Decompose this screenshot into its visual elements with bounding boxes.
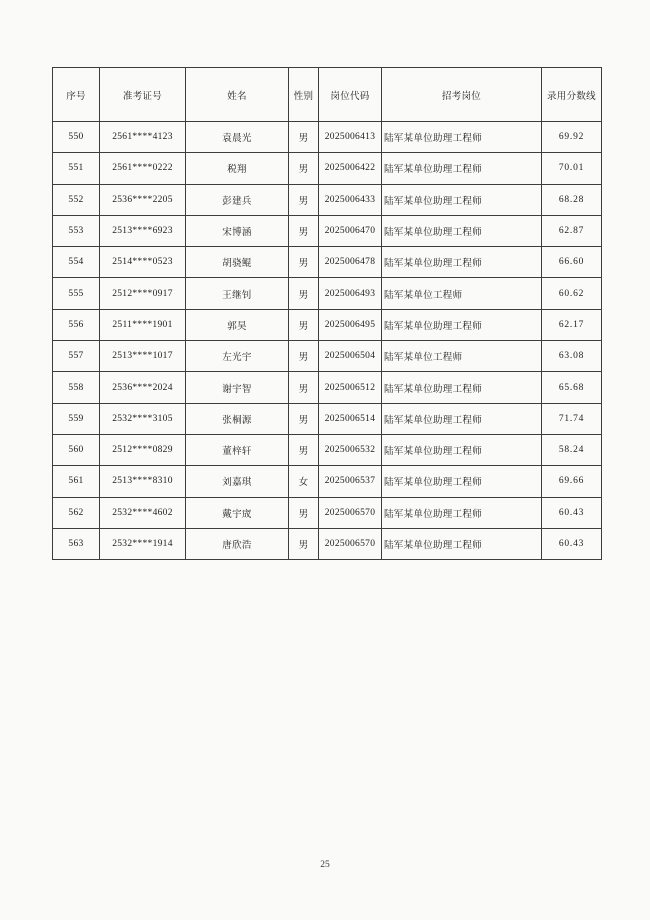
cell-position-code: 2025006512 (319, 372, 382, 403)
cell-gender: 男 (289, 122, 319, 153)
cell-gender: 男 (289, 153, 319, 184)
cell-exam-id: 2561****0222 (100, 153, 186, 184)
cell-name: 左光宇 (186, 341, 289, 372)
table-row (53, 341, 602, 372)
cell-position-code: 2025006478 (319, 247, 382, 278)
cell-name: 戴宇宬 (186, 497, 289, 528)
cell-position-code: 2025006493 (319, 278, 382, 309)
column-header-name: 姓名 (186, 68, 289, 122)
column-header-position-code: 岗位代码 (319, 68, 382, 122)
table-row (53, 309, 602, 340)
cell-gender: 男 (289, 215, 319, 246)
cell-score: 65.68 (542, 372, 602, 403)
cell-seq: 555 (53, 278, 100, 309)
cell-gender: 男 (289, 528, 319, 559)
cell-score: 70.01 (542, 153, 602, 184)
cell-position: 陆军某单位助理工程师 (382, 434, 542, 465)
cell-exam-id: 2536****2024 (100, 372, 186, 403)
cell-score: 62.17 (542, 309, 602, 340)
cell-score: 68.28 (542, 184, 602, 215)
cell-position: 陆军某单位工程师 (382, 341, 542, 372)
cell-gender: 男 (289, 341, 319, 372)
cell-exam-id: 2532****1914 (100, 528, 186, 559)
cell-name: 唐欣浩 (186, 528, 289, 559)
cell-score: 69.92 (542, 122, 602, 153)
cell-position: 陆军某单位助理工程师 (382, 372, 542, 403)
table-row (53, 466, 602, 497)
cell-position: 陆军某单位工程师 (382, 278, 542, 309)
cell-gender: 男 (289, 309, 319, 340)
table-row (53, 528, 602, 559)
cell-position-code: 2025006504 (319, 341, 382, 372)
cell-position-code: 2025006413 (319, 122, 382, 153)
cell-exam-id: 2536****2205 (100, 184, 186, 215)
cell-score: 71.74 (542, 403, 602, 434)
column-header-gender: 性别 (289, 68, 319, 122)
cell-position-code: 2025006570 (319, 528, 382, 559)
cell-name: 税翔 (186, 153, 289, 184)
cell-gender: 男 (289, 184, 319, 215)
cell-seq: 563 (53, 528, 100, 559)
cell-name: 张桐源 (186, 403, 289, 434)
cell-seq: 557 (53, 341, 100, 372)
cell-exam-id: 2561****4123 (100, 122, 186, 153)
cell-position-code: 2025006532 (319, 434, 382, 465)
cell-position: 陆军某单位助理工程师 (382, 247, 542, 278)
cell-position-code: 2025006470 (319, 215, 382, 246)
page-number: 25 (320, 860, 330, 870)
cell-score: 60.43 (542, 497, 602, 528)
cell-score: 63.08 (542, 341, 602, 372)
table-row (53, 153, 602, 184)
cell-name: 彭建兵 (186, 184, 289, 215)
cell-exam-id: 2514****0523 (100, 247, 186, 278)
cell-gender: 男 (289, 372, 319, 403)
cell-position: 陆军某单位助理工程师 (382, 122, 542, 153)
cell-exam-id: 2512****0917 (100, 278, 186, 309)
cell-seq: 554 (53, 247, 100, 278)
cell-seq: 561 (53, 466, 100, 497)
cell-position: 陆军某单位助理工程师 (382, 528, 542, 559)
cell-score: 66.60 (542, 247, 602, 278)
cell-name: 胡骁鲲 (186, 247, 289, 278)
cell-exam-id: 2532****3105 (100, 403, 186, 434)
table-row (53, 278, 602, 309)
table-row (53, 184, 602, 215)
cell-score: 60.43 (542, 528, 602, 559)
cell-position-code: 2025006570 (319, 497, 382, 528)
cell-position: 陆军某单位助理工程师 (382, 184, 542, 215)
table-row (53, 247, 602, 278)
table-body (53, 122, 602, 560)
cell-position-code: 2025006537 (319, 466, 382, 497)
cell-seq: 553 (53, 215, 100, 246)
table-row (53, 497, 602, 528)
table-row (53, 434, 602, 465)
cell-exam-id: 2513****1017 (100, 341, 186, 372)
cell-position-code: 2025006514 (319, 403, 382, 434)
table-header-row (53, 68, 602, 122)
cell-exam-id: 2512****0829 (100, 434, 186, 465)
table-row (53, 122, 602, 153)
cell-name: 王继钊 (186, 278, 289, 309)
cell-gender: 男 (289, 434, 319, 465)
cell-gender: 男 (289, 278, 319, 309)
cell-name: 宋博涵 (186, 215, 289, 246)
cell-position: 陆军某单位助理工程师 (382, 215, 542, 246)
cell-seq: 560 (53, 434, 100, 465)
cell-name: 谢宇智 (186, 372, 289, 403)
cell-position: 陆军某单位助理工程师 (382, 497, 542, 528)
cell-gender: 女 (289, 466, 319, 497)
cell-position: 陆军某单位助理工程师 (382, 403, 542, 434)
cell-name: 郭昊 (186, 309, 289, 340)
table-row (53, 403, 602, 434)
cell-exam-id: 2513****6923 (100, 215, 186, 246)
column-header-exam-id: 准考证号 (100, 68, 186, 122)
cell-position-code: 2025006433 (319, 184, 382, 215)
cell-seq: 562 (53, 497, 100, 528)
cell-seq: 558 (53, 372, 100, 403)
cell-position: 陆军某单位助理工程师 (382, 309, 542, 340)
table-row (53, 372, 602, 403)
cell-name: 董梓轩 (186, 434, 289, 465)
cell-gender: 男 (289, 403, 319, 434)
cell-score: 60.62 (542, 278, 602, 309)
column-header-position: 招考岗位 (382, 68, 542, 122)
cell-exam-id: 2511****1901 (100, 309, 186, 340)
cell-exam-id: 2513****8310 (100, 466, 186, 497)
cell-seq: 556 (53, 309, 100, 340)
cell-name: 刘嘉琪 (186, 466, 289, 497)
cell-position: 陆军某单位助理工程师 (382, 153, 542, 184)
cell-seq: 551 (53, 153, 100, 184)
cell-score: 58.24 (542, 434, 602, 465)
column-header-seq: 序号 (53, 68, 100, 122)
cell-gender: 男 (289, 247, 319, 278)
column-header-score: 录用分数线 (542, 68, 602, 122)
cell-exam-id: 2532****4602 (100, 497, 186, 528)
cell-seq: 559 (53, 403, 100, 434)
cell-gender: 男 (289, 497, 319, 528)
cell-score: 62.87 (542, 215, 602, 246)
cell-position-code: 2025006422 (319, 153, 382, 184)
cell-score: 69.66 (542, 466, 602, 497)
table-row (53, 215, 602, 246)
cell-seq: 550 (53, 122, 100, 153)
cell-position-code: 2025006495 (319, 309, 382, 340)
cell-position: 陆军某单位助理工程师 (382, 466, 542, 497)
cell-seq: 552 (53, 184, 100, 215)
score-table (52, 67, 602, 560)
cell-name: 袁晨光 (186, 122, 289, 153)
